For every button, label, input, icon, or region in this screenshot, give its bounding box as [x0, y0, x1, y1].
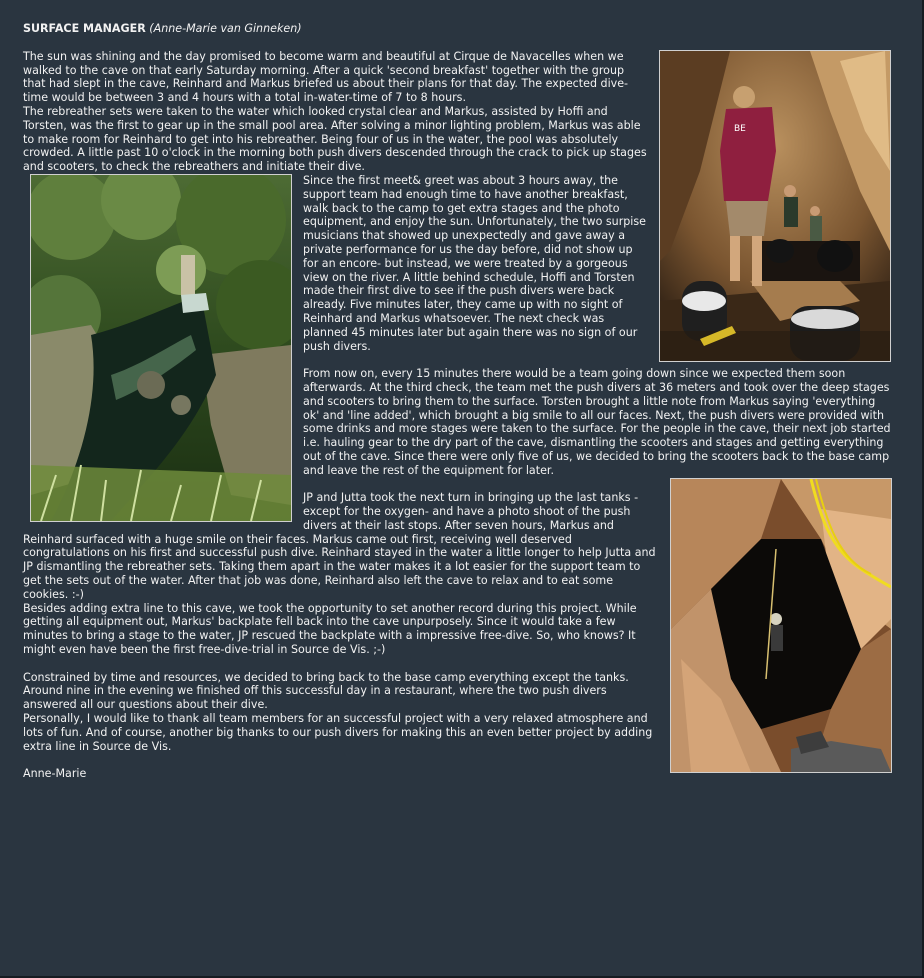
- paragraph-4: From now on, every 15 minutes there would be a team going down since we expected them soon afterwards. At the third check, the team met the push divers at 36 meters and took over the deep stages and scooters to bring them to the surface. Torsten brought a little note from Markus saying 'everything ok' and 'line added', which brought a big smile to all our faces. Next, the push divers were provided with some drinks and more stages were taken to the surface. For the people in the cave, their next job started i.e. hauling gear to the dry part of the cave, dismantling the scooters and stages and getting everything out of the cave. Since there were only five of us, we decided to bring the scooters back to the base camp and leave the rest of the equipment for later.: [303, 367, 891, 477]
- paragraph-1: The sun was shining and the day promised to become warm and beautiful at Cirque de Navacelles when we walked to the cave on that early Saturday morning. After a quick 'second breakfast' together with the group that had slept in the cave, Reinhard and Markus briefed us about their plans for that day. The expected dive-time would be between 3 and 4 hours with a total in-water-time of 7 to 8 hours.: [23, 49, 629, 105]
- article-author: (Anne-Marie van Ginneken): [149, 22, 302, 35]
- paragraph-5: JP and Jutta took the next turn in bringing up the last tanks -except for the oxygen- and have a photo shoot of the push divers at their last stops. After seven hours, Markus and Reinhard surfaced with a huge smile on their faces. Markus came out first, receiving well deserved congratulations on his first and successful push dive. Reinhard stayed in the water a little longer to help Jutta and JP dismantling the rebreather sets. Taking them apart in the water makes it a lot easier for the support team to get the sets out of the water. After that job was done, Reinhard also left the cave to relax and to eat some cookies. :-): [23, 491, 656, 601]
- article: [23, 22, 895, 781]
- cave-diver-photo: [659, 50, 891, 362]
- cave-crack-photo: [670, 478, 892, 773]
- article-title: SURFACE MANAGER: [23, 22, 146, 35]
- paragraph-7: Constrained by time and resources, we decided to bring back to the base camp everything except the tanks. Around nine in the evening we finished off this successful day in a restaurant, where the two push divers answered all our questions about their dive.: [23, 670, 629, 712]
- shirt-text: BE: [734, 123, 746, 134]
- paragraph-6: Besides adding extra line to this cave, we took the opportunity to set another record during this project. While getting all equipment out, Markus' backplate fell back into the cave unpurposely. Since it would take a few minutes to bring a stage to the water, JP rescued the backplate with a impressive free-dive. So, who knows? It might even have been the first free-dive-trial in Source de Vis. ;-): [23, 601, 637, 657]
- paragraph-8: Personally, I would like to thank all team members for an successful project with a very relaxed atmosphere and lots of fun. And of course, another big thanks to our push divers for making this an even better project by adding extra line in Source de Vis.: [23, 712, 653, 753]
- signature: Anne-Marie: [23, 767, 87, 781]
- paragraph-3: Since the first meet& greet was about 3 hours away, the support team had enough time to have another breakfast, walk back to the camp to get extra stages and the photo equipment, and enjoy the sun. Unfortunately, the two surpise musicians that showed up unexpectedly and gave away a private performance for us the day before, did not show up for an encore- but instead, we were treated by a gorgeous view on the river. A little behind schedule, Hoffi and Torsten made their first dive to see if the push divers were back already. Five minutes later, they came up with no sight of Reinhard and Markus whatsoever. The next check was planned 45 minutes later but again there was no sign of our push divers.: [303, 173, 646, 353]
- river-gorge-photo: [30, 174, 292, 522]
- paragraph-2: The rebreather sets were taken to the water which looked crystal clear and Markus, assisted by Hoffi and Torsten, was the first to gear up in the small pool area. After solving a minor lighting problem, Markus was able to make room for Reinhard to get into his rebreather. Being four of us in the water, the pool was absolutely crowded. A little past 10 o'clock in the morning both push divers descended through the crack to pick up stages and scooters, to check the rebreathers and initiate their dive.: [23, 104, 647, 174]
- article-heading: [23, 22, 895, 36]
